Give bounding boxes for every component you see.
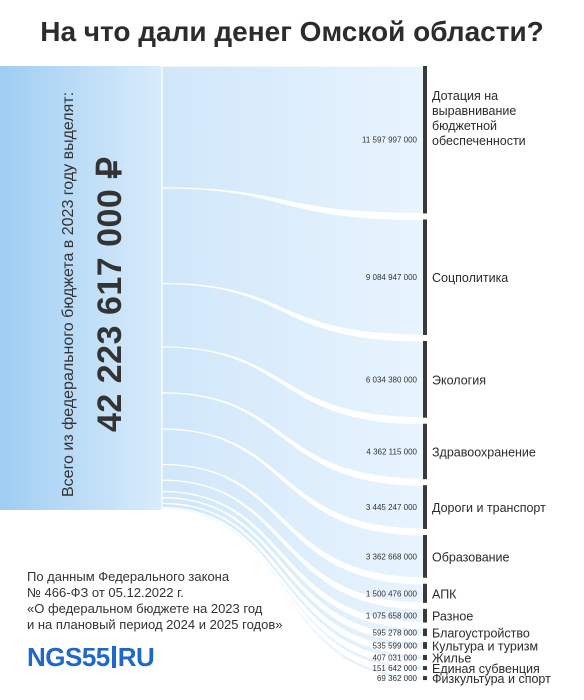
source-line: «О федеральном бюджете на 2023 год: [27, 601, 263, 616]
category-bar: [423, 219, 427, 335]
category-bar: [423, 584, 427, 603]
value-label: 3 362 668 000: [365, 552, 417, 562]
value-label: 69 362 000: [376, 674, 417, 684]
total-caption: Всего из федерального бюджета в 2023 году выделят:: [60, 91, 77, 497]
category-label: Здравоохранение: [432, 445, 536, 460]
category-label: Физкультура и спорт: [432, 672, 551, 687]
category-bars: [423, 66, 427, 680]
logo-separator: [112, 646, 116, 668]
value-label: 9 084 947 000: [365, 273, 417, 283]
category-bar: [423, 609, 427, 623]
category-bar: [423, 642, 427, 649]
logo-domain: RU: [117, 642, 155, 672]
source-line: По данным Федерального закона: [27, 569, 230, 584]
total-amount: 42 223 617 000 ₽: [91, 156, 129, 432]
category-bar: [423, 655, 427, 660]
category-label: АПК: [432, 587, 457, 602]
value-label: 407 031 000: [372, 653, 417, 663]
category-label: Дороги и транспорт: [432, 501, 546, 516]
logo-brand: NGS55: [27, 642, 110, 672]
category-bar: [423, 676, 427, 680]
value-label: 595 278 000: [372, 628, 417, 638]
category-label: Дотация на выравнивание бюджетной обеспеченности: [432, 89, 526, 148]
value-label: 11 597 997 000: [361, 135, 417, 145]
category-bar: [423, 341, 427, 418]
category-label: Соцполитика: [432, 271, 509, 286]
value-label: 151 642 000: [372, 664, 417, 674]
value-label: 1 500 476 000: [365, 589, 417, 599]
category-label: Образование: [432, 550, 510, 565]
category-label: Благоустройство: [432, 626, 530, 641]
category-label: Разное: [432, 609, 474, 624]
value-label: 6 034 380 000: [365, 375, 417, 385]
category-bar: [423, 424, 427, 479]
category-bar: [423, 666, 427, 670]
chart-title: На что дали денег Омской области?: [40, 16, 544, 47]
category-labels: [432, 89, 551, 686]
category-bar: [423, 485, 427, 529]
category-label: Экология: [432, 373, 486, 388]
value-label: 535 599 000: [372, 641, 417, 651]
category-bar: [423, 66, 427, 213]
value-label: 4 362 115 000: [366, 447, 417, 457]
category-label: Культура и туризм: [432, 639, 539, 654]
category-bar: [423, 535, 427, 578]
source-line: № 466-ФЗ от 05.12.2022 г.: [27, 585, 184, 600]
category-label: Жилье: [432, 651, 472, 666]
ngs55-logo[interactable]: [27, 642, 154, 670]
category-bar: [423, 629, 427, 637]
category-label: Единая субвенция: [432, 662, 540, 677]
value-label: 1 075 658 000: [365, 611, 417, 621]
value-label: 3 445 247 000: [365, 503, 417, 513]
source-note: [27, 569, 327, 633]
source-bar: [0, 66, 162, 510]
source-line: и на плановый период 2024 и 2025 годов»: [27, 617, 283, 632]
